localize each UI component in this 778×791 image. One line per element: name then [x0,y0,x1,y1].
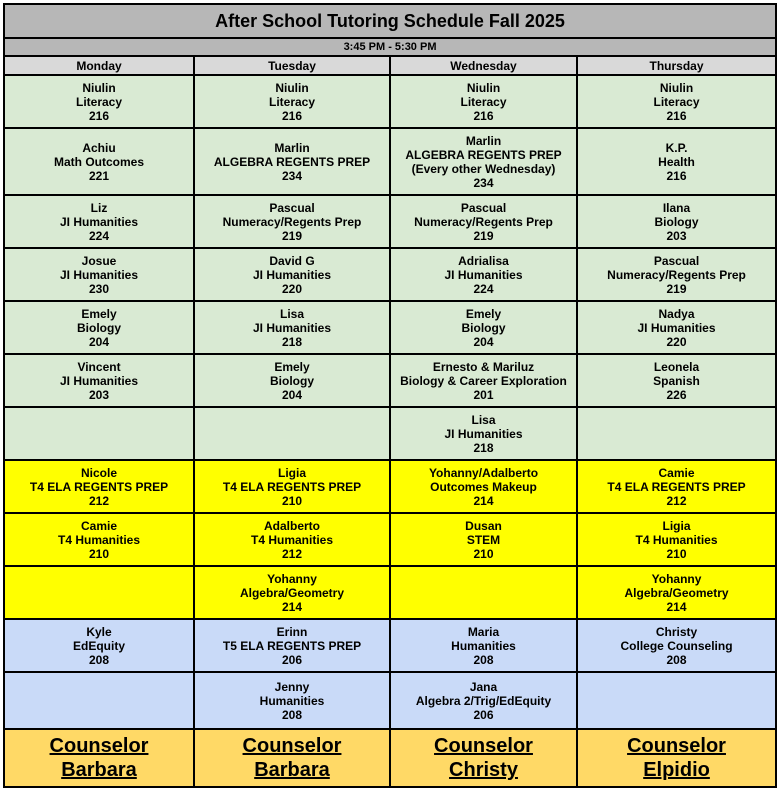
subject-label: Humanities [259,693,325,708]
schedule-cell-monday [4,460,194,513]
room-number: 216 [473,108,494,123]
schedule-cell-wednesday [390,195,577,248]
subject-label: JI Humanities [444,426,523,441]
room-number: 220 [281,281,303,296]
subject-label: JI Humanities [444,267,523,282]
subject-label: Biology [77,320,121,335]
schedule-cell-tuesday [194,75,390,128]
subject-label: Numeracy/Regents Prep [222,214,362,229]
subject-label: Math Outcomes [53,154,144,169]
schedule-cell-tuesday [194,672,390,729]
room-number: 208 [666,652,687,667]
schedule-cell-wednesday [390,513,577,566]
room-number: 210 [666,546,687,561]
subject-label: Algebra/Geometry [624,585,729,600]
room-number: 204 [88,334,110,349]
room-number: 208 [281,707,303,722]
day-header-tuesday: Tuesday [194,56,390,75]
schedule-row [4,460,776,513]
time-range: 3:45 PM - 5:30 PM [4,38,776,56]
room-number: 204 [473,334,494,349]
schedule-row [4,619,776,672]
subject-label: Humanities [451,638,516,653]
day-header-wednesday: Wednesday [390,56,577,75]
subject-label: T4 Humanities [57,532,141,547]
counselor-cell-tuesday [194,729,390,787]
day-header-row [4,56,776,75]
subject-label: JI Humanities [59,373,139,388]
tutor-name: Niulin [82,80,116,95]
counselor-name: Christy [449,759,518,781]
schedule-cell-thursday [577,354,776,407]
counselor-name: Elpidio [643,759,710,781]
subject-label: ALGEBRA REGENTS PREP [213,154,371,169]
room-number: 216 [666,168,687,183]
schedule-cell-thursday [577,566,776,619]
room-number: 214 [473,493,494,508]
tutor-name: Nicole [80,465,117,480]
schedule-row [4,248,776,301]
schedule-cell-thursday [577,195,776,248]
tutor-name: Lisa [279,306,304,321]
schedule-cell-monday [4,248,194,301]
tutor-name: Pascual [653,253,700,268]
schedule-row [4,301,776,354]
room-number: 201 [473,387,494,402]
tutor-name: Achiu [82,140,116,155]
tutor-name: Yohanny [267,571,317,586]
schedule-cell-monday [4,619,194,672]
room-number: 219 [473,228,494,243]
schedule-cell-thursday [577,513,776,566]
room-number: 216 [88,108,110,123]
tutor-name: Camie [658,465,695,480]
subject-label: Literacy [653,94,700,109]
room-number: 214 [281,599,303,614]
room-number: 206 [473,707,494,722]
tutor-name: Dusan [465,518,502,533]
tutor-name: Josue [81,253,117,268]
room-number: 210 [281,493,303,508]
room-number: 226 [666,387,687,402]
schedule-cell-wednesday [390,566,577,619]
room-number: 234 [473,175,494,190]
room-number: 210 [473,546,494,561]
tutor-name: Erinn [276,624,308,639]
tutor-name: Pascual [269,200,315,215]
schedule-cell-tuesday [194,407,390,460]
tutor-name: Adrialisa [458,253,509,268]
schedule-cell-wednesday [390,354,577,407]
counselor-label: Counselor [627,735,726,757]
subject-label: Literacy [75,94,123,109]
subject-label: Algebra/Geometry [239,585,345,600]
subject-label: Biology [654,214,699,229]
schedule-cell-wednesday [390,672,577,729]
tutor-name: Niulin [275,80,309,95]
room-number: 208 [473,652,494,667]
schedule-cell-thursday [577,301,776,354]
tutor-name: Christy [655,624,698,639]
tutor-name: Ernesto & Mariluz [432,359,535,374]
schedule-cell-wednesday [390,619,577,672]
schedule-row [4,407,776,460]
schedule-cell-wednesday [390,407,577,460]
counselor-name: Barbara [254,759,330,781]
subject-label: Numeracy/Regents Prep [414,214,553,229]
room-number: 216 [666,108,687,123]
schedule-cell-tuesday [194,619,390,672]
room-number: 219 [281,228,303,243]
room-number: 234 [281,168,303,183]
schedule-cell-thursday [577,460,776,513]
schedule-cell-wednesday [390,128,577,195]
schedule-cell-tuesday [194,354,390,407]
schedule-cell-thursday [577,75,776,128]
schedule-cell-monday [4,75,194,128]
schedule-row [4,566,776,619]
schedule-cell-wednesday [390,460,577,513]
subject-label: Literacy [268,94,316,109]
subject-label: T4 ELA REGENTS PREP [607,479,746,494]
subject-label: T5 ELA REGENTS PREP [222,638,362,653]
room-number: 221 [88,168,110,183]
tutor-name: Ilana [662,200,691,215]
schedule-cell-tuesday [194,128,390,195]
room-number: 214 [666,599,687,614]
room-number: 216 [281,108,303,123]
schedule-cell-monday [4,513,194,566]
tutor-name: Niulin [466,80,501,95]
tutor-name: David G [269,253,315,268]
subject-label: Biology & Career Exploration [400,373,567,388]
counselor-label: Counselor [242,735,342,757]
tutor-name: Emely [274,359,310,374]
schedule-cell-tuesday [194,248,390,301]
counselor-name: Barbara [61,759,137,781]
schedule-cell-monday [4,128,194,195]
subject-label: Outcomes Makeup [430,479,537,494]
counselor-cell-thursday [577,729,776,787]
schedule-cell-monday [4,566,194,619]
counselor-cell-monday [4,729,194,787]
tutor-name: Lisa [471,412,496,427]
subject-label: Biology [461,320,506,335]
counselor-cell-wednesday [390,729,577,787]
schedule-cell-thursday [577,672,776,729]
tutor-name: Emely [81,306,117,321]
subject-label: College Counseling [620,638,733,653]
room-number: 212 [666,493,687,508]
tutor-name: Yohanny/Adalberto [428,465,539,480]
subject-label: T4 ELA REGENTS PREP [222,479,362,494]
subject-label: T4 Humanities [635,532,718,547]
schedule-cell-monday [4,195,194,248]
tutor-name: Marlin [274,140,310,155]
tutor-name: Vincent [77,359,121,374]
counselor-label: Counselor [49,735,149,757]
tutor-name: Pascual [460,200,507,215]
tutor-name: Niulin [659,80,694,95]
tutor-name: Adalberto [263,518,320,533]
counselor-label: Counselor [434,735,533,757]
subject-label: ALGEBRA REGENTS PREP [405,147,562,162]
subject-label: JI Humanities [252,320,332,335]
room-number: 203 [88,387,110,402]
day-header-monday: Monday [4,56,194,75]
schedule-cell-thursday [577,619,776,672]
room-number: 210 [88,546,110,561]
subject-label: T4 Humanities [250,532,334,547]
subject-label: JI Humanities [637,320,716,335]
schedule-row [4,128,776,195]
room-number: 212 [281,546,303,561]
schedule-row [4,354,776,407]
tutor-name: Liz [90,200,108,215]
schedule-cell-tuesday [194,301,390,354]
room-number: 224 [473,281,494,296]
tutor-name: Kyle [86,624,112,639]
schedule-row [4,672,776,729]
subject-label: Numeracy/Regents Prep [607,267,746,282]
schedule-cell-tuesday [194,195,390,248]
schedule-cell-wednesday [390,248,577,301]
schedule-title: After School Tutoring Schedule Fall 2025 [4,4,776,38]
subject-label: EdEquity [72,638,125,653]
room-number: 220 [666,334,687,349]
room-number: 218 [473,440,494,455]
schedule-cell-thursday [577,128,776,195]
schedule-cell-monday [4,672,194,729]
schedule-row [4,195,776,248]
room-number: 224 [88,228,110,243]
subject-label: Literacy [460,94,507,109]
room-number: 218 [281,334,303,349]
subject-label: JI Humanities [59,214,139,229]
schedule-cell-monday [4,301,194,354]
room-number: 230 [88,281,110,296]
subject-label: (Every other Wednesday) [411,161,556,176]
day-header-thursday: Thursday [577,56,776,75]
tutor-name: Ligia [662,518,691,533]
tutor-name: K.P. [665,140,688,155]
subject-label: Biology [270,373,314,388]
subject-label: STEM [466,532,501,547]
counselor-row [4,729,776,787]
schedule-row [4,513,776,566]
room-number: 219 [666,281,687,296]
subject-label: Health [658,154,695,169]
tutor-name: Jenny [274,679,310,694]
room-number: 204 [281,387,303,402]
tutor-name: Yohanny [651,571,702,586]
tutor-name: Leonela [653,359,700,374]
room-number: 208 [88,652,110,667]
tutor-name: Ligia [277,465,306,480]
subject-label: Spanish [653,373,700,388]
room-number: 203 [666,228,687,243]
tutor-name: Camie [80,518,118,533]
tutor-name: Maria [467,624,500,639]
schedule-cell-tuesday [194,513,390,566]
schedule-cell-tuesday [194,566,390,619]
tutor-name: Nadya [658,306,695,321]
tutor-name: Jana [469,679,498,694]
subject-label: JI Humanities [252,267,332,282]
subject-label: JI Humanities [59,267,139,282]
schedule-cell-thursday [577,407,776,460]
schedule-cell-thursday [577,248,776,301]
schedule-row [4,75,776,128]
schedule-cell-tuesday [194,460,390,513]
subject-label: T4 ELA REGENTS PREP [29,479,169,494]
subject-label: Algebra 2/Trig/EdEquity [415,693,552,708]
room-number: 212 [88,493,110,508]
tutor-name: Marlin [465,133,502,148]
schedule-cell-monday [4,354,194,407]
room-number: 206 [281,652,303,667]
schedule-table [3,3,777,788]
schedule-cell-wednesday [390,301,577,354]
tutor-name: Emely [465,306,502,321]
schedule-cell-monday [4,407,194,460]
schedule-cell-wednesday [390,75,577,128]
